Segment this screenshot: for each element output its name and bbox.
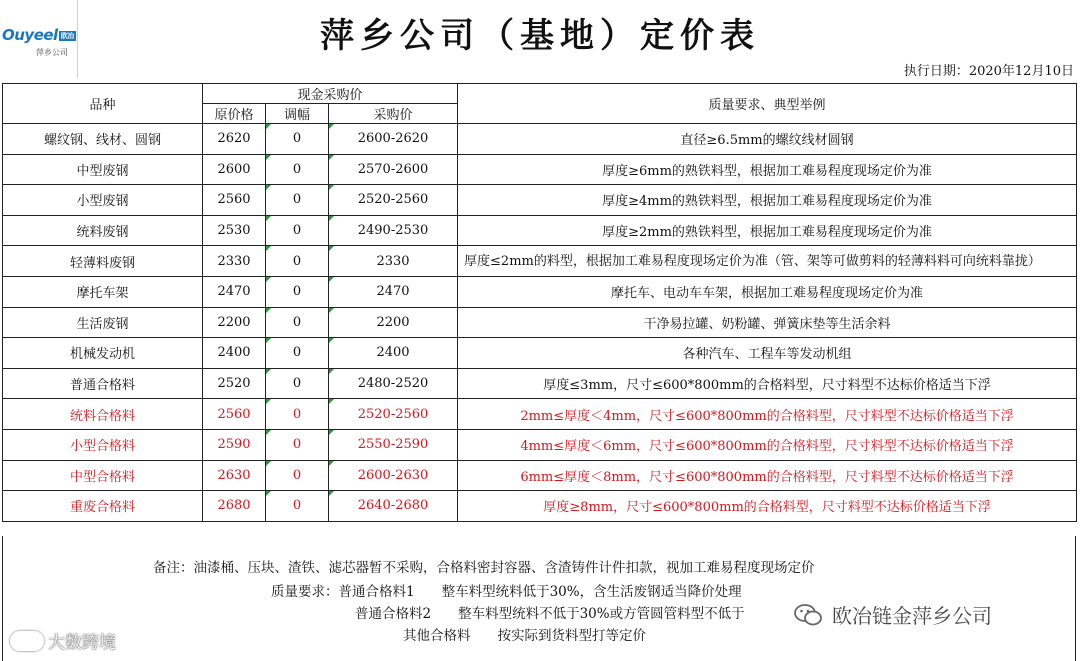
cell-adjust: 0 [266, 246, 329, 277]
cell-quality: 4mm≤厚度＜6mm，尺寸≤600*800mm的合格料型，尺寸料型不达标价格适当下浮 [458, 429, 1077, 460]
watermark-right-text: 欧冶链金萍乡公司 [832, 604, 992, 628]
table-row [3, 368, 1077, 399]
header-quality: 质量要求、典型举例 [458, 84, 1077, 124]
page-title: 萍乡公司（基地）定价表 [320, 16, 760, 56]
table-row [3, 307, 1077, 338]
cell-adjust: 0 [266, 276, 329, 307]
table-row [3, 215, 1077, 246]
cell-quality: 厚度≥8mm，尺寸≤600*800mm的合格料型，尺寸料型不达标价格适当下浮 [458, 491, 1077, 522]
cell-variety: 统料合格料 [3, 399, 203, 430]
table-row [3, 185, 1077, 216]
cell-orig-price: 2200 [203, 307, 266, 338]
cell-orig-price: 2680 [203, 491, 266, 522]
cell-orig-price: 2520 [203, 368, 266, 399]
cell-quality: 各种汽车、工程车等发动机组 [458, 338, 1077, 369]
cell-variety: 统料废钢 [3, 215, 203, 246]
cell-quality: 摩托车、电动车车架，根据加工难易程度现场定价为准 [458, 276, 1077, 307]
cell-variety: 小型废钢 [3, 185, 203, 216]
cell-adjust: 0 [266, 368, 329, 399]
price-table [2, 83, 1077, 522]
note-line-3: 普通合格料2 整车料型统料不低于30%或方管圆管料型不低于 [355, 606, 745, 622]
cell-quality: 直径≥6.5mm的螺纹线材圆钢 [458, 124, 1077, 155]
cell-purchase-price: 2470 [329, 276, 458, 307]
execution-date: 执行日期：2020年12月10日 [903, 64, 1074, 79]
header-adjust: 调幅 [266, 104, 329, 124]
cell-variety: 摩托车架 [3, 276, 203, 307]
cell-adjust: 0 [266, 124, 329, 155]
cell-orig-price: 2530 [203, 215, 266, 246]
logo-brand: Ouyeel 欧冶 [2, 26, 74, 44]
cell-quality: 厚度≤2mm的料型，根据加工难易程度现场定价为准（管、架等可做剪料的轻薄料料可向统料靠拢） [458, 246, 1077, 277]
cell-quality: 厚度≥4mm的熟铁料型，根据加工难易程度现场定价为准 [458, 185, 1077, 216]
cell-purchase-price: 2520-2560 [329, 185, 458, 216]
cell-variety: 重废合格料 [3, 491, 203, 522]
cell-adjust: 0 [266, 338, 329, 369]
cell-quality: 厚度≥2mm的熟铁料型，根据加工难易程度现场定价为准 [458, 215, 1077, 246]
cell-purchase-price: 2640-2680 [329, 491, 458, 522]
cell-purchase-price: 2570-2600 [329, 154, 458, 185]
logo-tag: 欧冶 [60, 31, 74, 40]
cell-purchase-price: 2330 [329, 246, 458, 277]
table-row [3, 246, 1077, 277]
cell-quality: 2mm≤厚度＜4mm，尺寸≤600*800mm的合格料型，尺寸料型不达标价格适当下浮 [458, 399, 1077, 430]
cell-orig-price: 2600 [203, 154, 266, 185]
cell-variety: 小型合格料 [3, 429, 203, 460]
cell-purchase-price: 2520-2560 [329, 399, 458, 430]
table-row [3, 154, 1077, 185]
cell-adjust: 0 [266, 215, 329, 246]
cell-variety: 中型废钢 [3, 154, 203, 185]
cell-variety: 中型合格料 [3, 460, 203, 491]
cell-orig-price: 2470 [203, 276, 266, 307]
cell-adjust: 0 [266, 460, 329, 491]
cell-orig-price: 2620 [203, 124, 266, 155]
cell-adjust: 0 [266, 491, 329, 522]
logo-subtitle: 萍乡公司 [36, 48, 68, 57]
cell-adjust: 0 [266, 185, 329, 216]
cell-quality: 厚度≥6mm的熟铁料型，根据加工难易程度现场定价为准 [458, 154, 1077, 185]
cell-orig-price: 2590 [203, 429, 266, 460]
cell-orig-price: 2630 [203, 460, 266, 491]
table-row [3, 429, 1077, 460]
cell-quality: 厚度≤3mm，尺寸≤600*800mm的合格料型，尺寸料型不达标价格适当下浮 [458, 368, 1077, 399]
note-line-4: 其他合格料 按实际到货料型打等定价 [403, 628, 646, 644]
note-line-2: 质量要求：普通合格料1 整车料型统料低于30%，含生活废钢适当降价处理 [271, 584, 742, 600]
cell-quality: 6mm≤厚度＜8mm，尺寸≤600*800mm的合格料型，尺寸料型不达标价格适当下浮 [458, 460, 1077, 491]
header-purchase-price: 采购价 [329, 104, 458, 124]
cell-adjust: 0 [266, 154, 329, 185]
cell-orig-price: 2560 [203, 185, 266, 216]
cell-purchase-price: 2550-2590 [329, 429, 458, 460]
note-line-1: 备注：油漆桶、压块、渣铁、滤芯器暂不采购，合格料密封容器、含渣铸件计件扣款，视加工难易程度现场定价 [153, 560, 815, 576]
header-cash-price: 现金采购价 [203, 84, 458, 104]
watermark-right [790, 598, 996, 631]
cell-adjust: 0 [266, 399, 329, 430]
cell-purchase-price: 2600-2620 [329, 124, 458, 155]
table-row [3, 491, 1077, 522]
watermark-left [10, 628, 116, 653]
watermark-left-text: 大数跨境 [48, 633, 116, 653]
table-row [3, 124, 1077, 155]
cell-variety: 普通合格料 [3, 368, 203, 399]
cell-variety: 轻薄料废钢 [3, 246, 203, 277]
cell-purchase-price: 2400 [329, 338, 458, 369]
wechat-icon [794, 603, 822, 627]
table-row [3, 338, 1077, 369]
cell-orig-price: 2560 [203, 399, 266, 430]
table-row [3, 460, 1077, 491]
cell-orig-price: 2400 [203, 338, 266, 369]
cell-adjust: 0 [266, 429, 329, 460]
cell-variety: 螺纹钢、线材、圆钢 [3, 124, 203, 155]
cell-quality: 干净易拉罐、奶粉罐、弹簧床垫等生活余料 [458, 307, 1077, 338]
cell-variety: 机械发动机 [3, 338, 203, 369]
chat-bubble-icon [10, 631, 44, 651]
cell-purchase-price: 2480-2520 [329, 368, 458, 399]
cell-variety: 生活废钢 [3, 307, 203, 338]
table-body [3, 124, 1077, 522]
table-row [3, 399, 1077, 430]
cell-adjust: 0 [266, 307, 329, 338]
cell-purchase-price: 2600-2630 [329, 460, 458, 491]
header-orig-price: 原价格 [203, 104, 266, 124]
cell-purchase-price: 2490-2530 [329, 215, 458, 246]
header-variety: 品种 [3, 84, 203, 124]
cell-orig-price: 2330 [203, 246, 266, 277]
cell-purchase-price: 2200 [329, 307, 458, 338]
table-row [3, 276, 1077, 307]
